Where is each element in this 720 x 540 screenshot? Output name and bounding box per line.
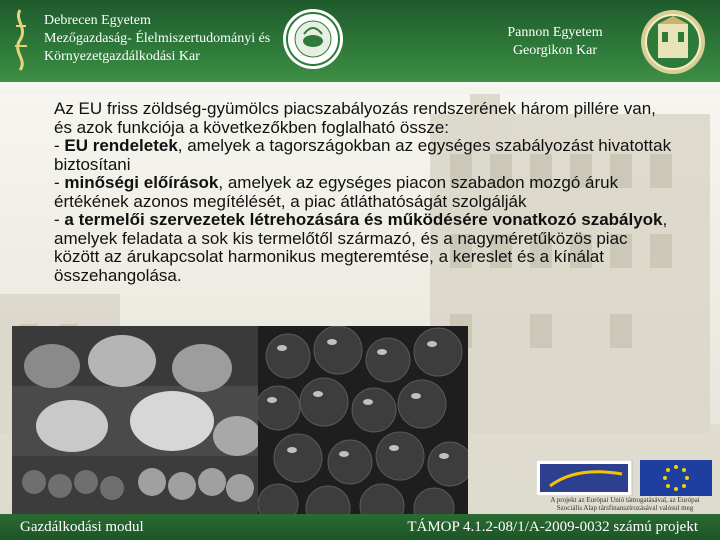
pillar-eu-rules-text: , amelyek a tagországokban az egységes szabályozást hivatottak biztosítani [54, 136, 672, 174]
pillar-producer-title: a termelői szervezetek létrehozására és működésére vonatkozó szabályok [64, 210, 663, 229]
eu-funding-caption [530, 496, 720, 512]
debrecen-logo-icon [6, 6, 36, 74]
pillar-producer-text: , amelyek feladata a sok kis termelőtől származó, és a nagyméretűközös piac között az árukapcsolat harmonikus megteremtése, a kereslet és a kínálat összehangolása. [54, 210, 668, 285]
debrecen-line-2: Mezőgazdaság- Élelmiszertudományi és [44, 31, 271, 46]
eu-caption-line-1: A projekt az Európai Unió támogatásával, az Európai [550, 496, 700, 504]
pannon-line-2: Georgikon Kar [512, 43, 598, 58]
pillar-quality-title: minőségi előírások [64, 173, 219, 192]
debrecen-faculty-name [44, 12, 270, 66]
header-bar [0, 0, 720, 82]
debrecen-line-3: Környezetgazdálkodási Kar [44, 49, 200, 64]
pillar-eu-rules-title: EU rendeletek [64, 136, 178, 155]
cherries-photo [258, 326, 468, 516]
pannon-crest-icon [640, 8, 706, 76]
pannon-faculty-name [480, 24, 630, 60]
intro-paragraph: Az EU friss zöldség-gyümölcs piacszabályozás rendszerének három pillére van, és azok funkciója a következőkben foglalható össze: [54, 99, 656, 137]
footer-bar [0, 514, 720, 540]
eu-caption-line-2: Szociális Alap társfinanszírozásával valósul meg [556, 504, 694, 512]
pillar-quality-text: , amelyek az egységes piacon szabadon mozgó áruk értékének azonos megítélését, a piac átláthatóságát szolgálják [54, 173, 619, 211]
vegetables-photo [12, 326, 258, 516]
header-divider [0, 82, 720, 94]
list-dash: - [54, 136, 65, 155]
module-name: Gazdálkodási modul [20, 519, 144, 535]
list-dash: - [54, 210, 65, 229]
main-text [54, 100, 674, 285]
list-dash: - [54, 173, 65, 192]
debrecen-line-1: Debrecen Egyetem [44, 13, 151, 28]
pillar-producer-organisations [54, 211, 674, 285]
faculty-seal-icon [282, 8, 344, 70]
pillar-eu-rules [54, 137, 674, 174]
pannon-line-1: Pannon Egyetem [507, 25, 603, 40]
eu-funding-logos [536, 460, 712, 496]
pillar-quality-standards [54, 174, 674, 211]
project-id: TÁMOP 4.1.2-08/1/A-2009-0032 számú projekt [407, 519, 698, 535]
